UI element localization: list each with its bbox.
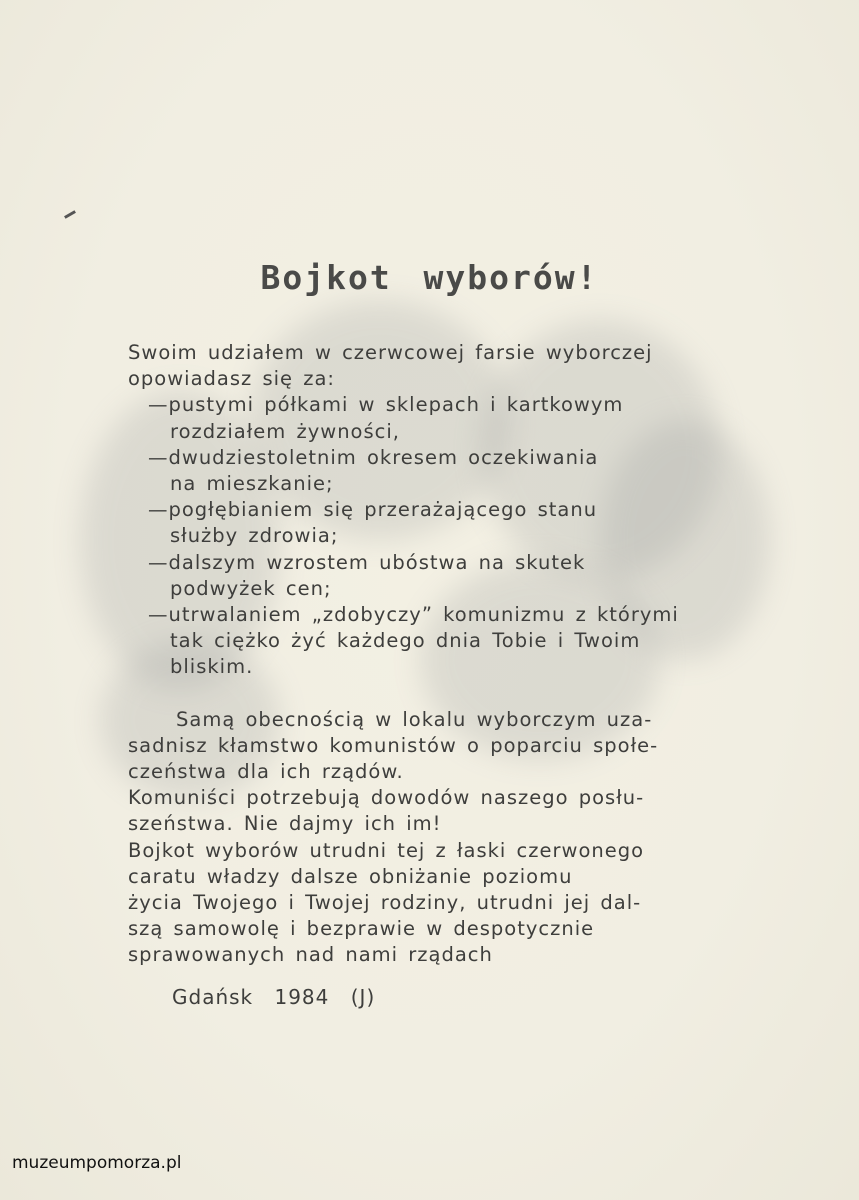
list-item-line: —pustymi półkami w sklepach i kartkowym xyxy=(148,393,624,417)
paragraph-line: czeństwa dla ich rządów. xyxy=(128,760,404,784)
paragraph-line: caratu władzy dalsze obniżanie poziomu xyxy=(128,864,573,888)
document-body xyxy=(128,340,748,969)
document-title: Bojkot wyborów! xyxy=(260,258,599,297)
paragraph-line: szeństwa. Nie dajmy ich im! xyxy=(128,812,442,836)
list-item-line: podwyżek cen; xyxy=(170,576,332,600)
paragraph-line: Komuniści potrzebują dowodów naszego posłu- xyxy=(128,786,645,810)
list-item-line: bliskim. xyxy=(170,655,254,679)
paragraph-line: sadnisz kłamstwo komunistów o poparciu społe- xyxy=(128,733,659,757)
intro-line: Swoim udziałem w czerwcowej farsie wyborczej xyxy=(128,341,653,364)
list-item-line: służby zdrowia; xyxy=(170,524,339,548)
paragraph-gap xyxy=(128,681,748,707)
intro-line: opowiadasz się za: xyxy=(128,367,336,391)
list-item-line: —dwudziestoletnim okresem oczekiwania xyxy=(148,445,599,469)
paragraph-line: Bojkot wyborów utrudni tej z łaski czerwonego xyxy=(128,838,645,862)
museum-watermark: muzeumpomorza.pl xyxy=(12,1153,182,1173)
paragraph-line: Samą obecnością w lokalu wyborczym uza- xyxy=(176,707,653,731)
list-item-line: —utrwalaniem „zdobyczy” komunizmu z którymi xyxy=(148,603,679,627)
paragraph-line: sprawowanych nad nami rządach xyxy=(128,943,493,967)
list-item-line: —dalszym wzrostem ubóstwa na skutek xyxy=(148,550,586,574)
paragraph-line: życia Twojego i Twojej rodziny, utrudni jej dal- xyxy=(128,891,642,915)
list-item-line: rozdziałem żywności, xyxy=(170,419,400,443)
list-item-line: na mieszkanie; xyxy=(170,472,334,496)
list-item-line: —pogłębianiem się przerażającego stanu xyxy=(148,498,598,522)
list-item-line: tak ciężko żyć każdego dnia Tobie i Twoim xyxy=(170,629,641,653)
document-footer: Gdańsk 1984 (J) xyxy=(172,985,376,1009)
paragraph-line: szą samowolę i bezprawie w despotycznie xyxy=(128,917,595,941)
